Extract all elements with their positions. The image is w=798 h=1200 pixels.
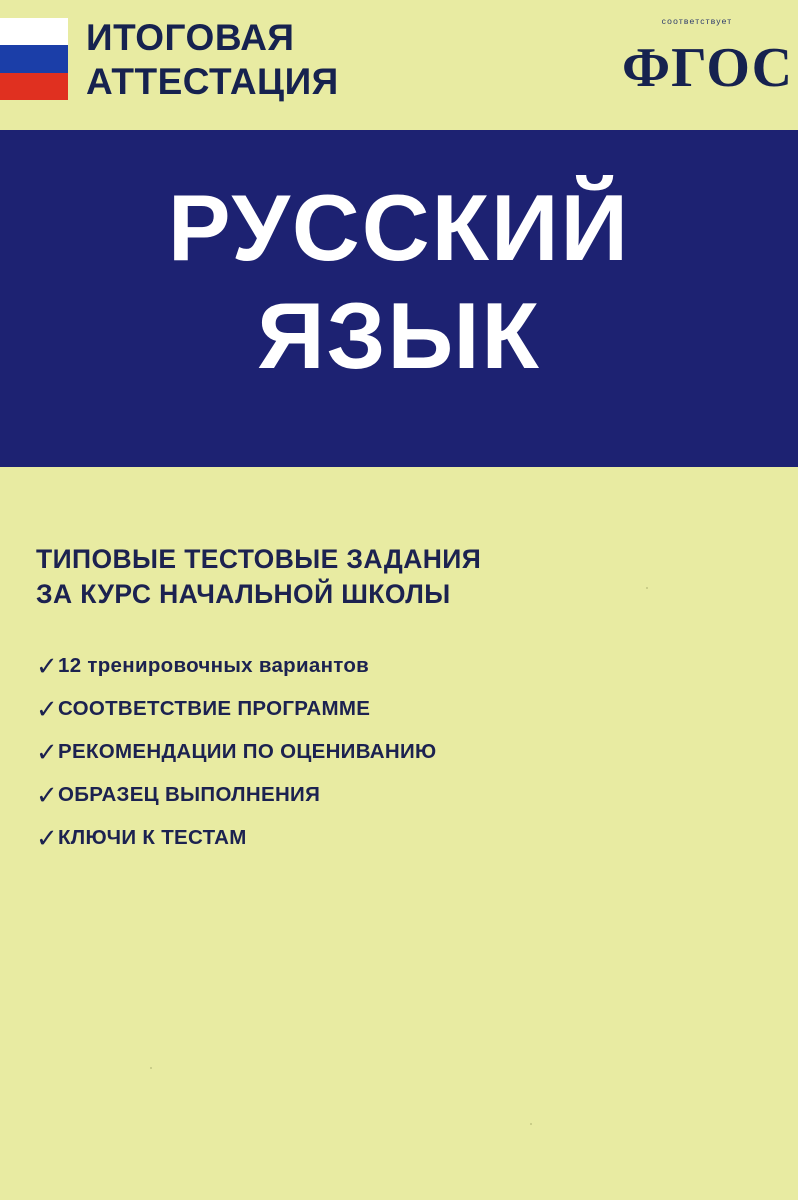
fgos-arc-text: соответствует [661, 16, 733, 26]
flag-stripe-red [0, 73, 68, 100]
check-icon: ✓ [36, 738, 58, 767]
feature-label: 12 тренировочных вариантов [58, 654, 370, 677]
series-title [86, 16, 606, 103]
paper-speck [150, 1067, 152, 1069]
paper-speck [646, 587, 648, 589]
feature-label: ОБРАЗЕЦ ВЫПОЛНЕНИЯ [58, 783, 321, 806]
fgos-stamp [622, 14, 794, 120]
feature-list [36, 652, 736, 870]
check-icon: ✓ [36, 652, 58, 681]
flag-stripe-blue [0, 45, 68, 72]
series-title-line-1: ИТОГОВАЯ [86, 17, 295, 58]
subtitle [36, 542, 736, 612]
subtitle-line-1: ТИПОВЫЕ ТЕСТОВЫЕ ЗАДАНИЯ [36, 544, 482, 574]
fgos-label: ФГОС [622, 37, 794, 99]
flag-stripe-white [0, 18, 68, 45]
list-item [36, 695, 736, 724]
subtitle-line-2: ЗА КУРС НАЧАЛЬНОЙ ШКОЛЫ [36, 579, 451, 610]
feature-label: КЛЮЧИ К ТЕСТАМ [58, 826, 247, 849]
list-item [36, 652, 736, 681]
feature-label: СООТВЕТСТВИЕ ПРОГРАММЕ [58, 697, 371, 720]
main-title [0, 174, 798, 390]
main-title-line-2: ЯЗЫК [257, 283, 541, 389]
list-item [36, 781, 736, 810]
feature-label: РЕКОМЕНДАЦИИ ПО ОЦЕНИВАНИЮ [58, 740, 437, 763]
main-title-line-1: РУССКИЙ [167, 175, 631, 280]
list-item [36, 824, 736, 853]
header-band [0, 0, 798, 130]
check-icon: ✓ [36, 824, 58, 853]
series-title-line-2: АТТЕСТАЦИЯ [86, 60, 339, 102]
russian-flag-icon [0, 18, 68, 100]
check-icon: ✓ [36, 695, 58, 724]
list-item [36, 738, 736, 767]
paper-speck [530, 1123, 532, 1125]
check-icon: ✓ [36, 781, 58, 810]
body-panel [0, 467, 798, 1200]
title-block [0, 130, 798, 467]
